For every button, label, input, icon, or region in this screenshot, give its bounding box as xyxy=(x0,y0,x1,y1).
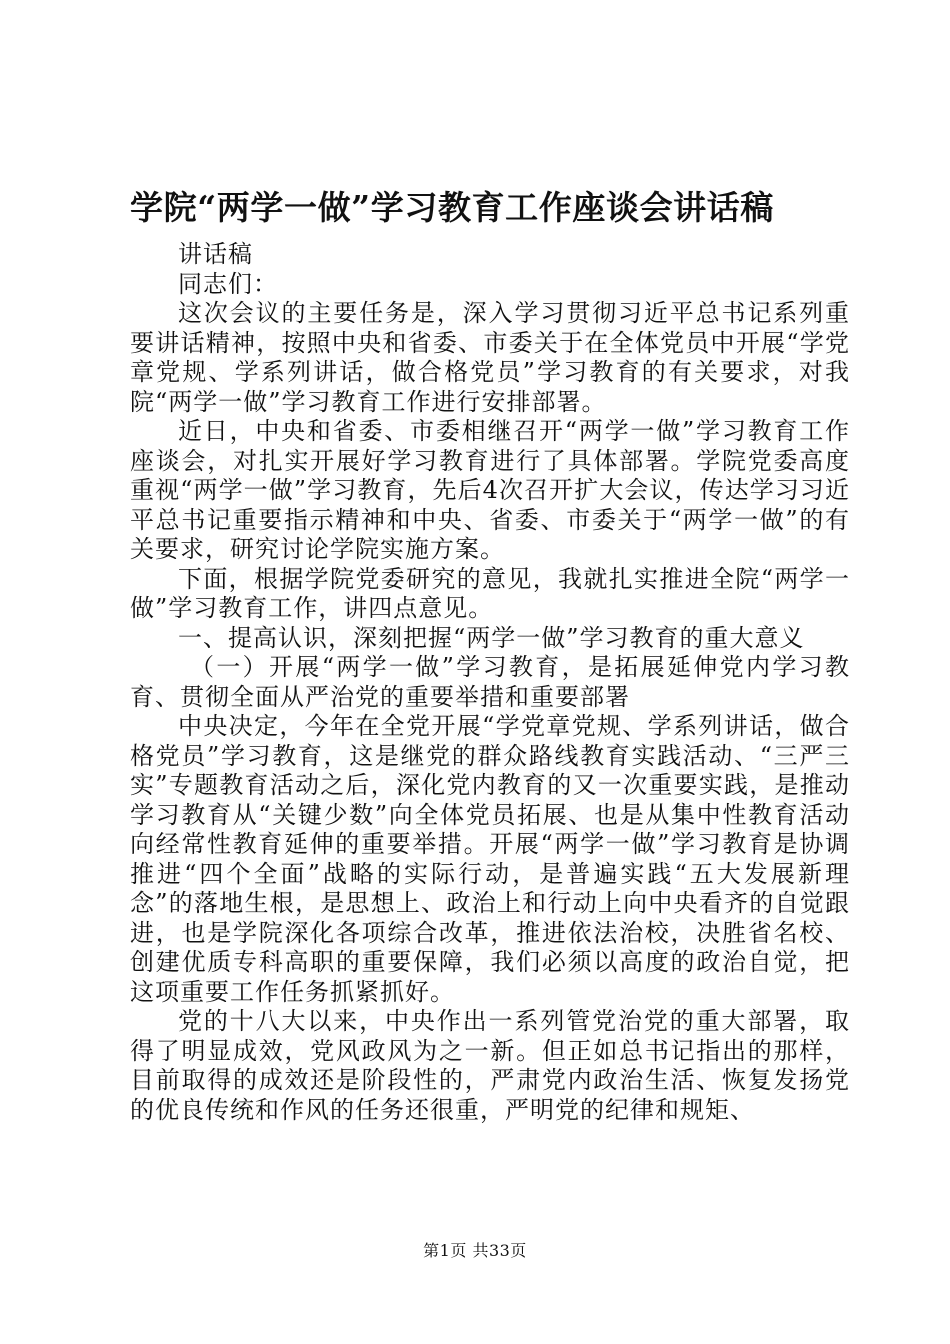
paragraph-since-eighteenth-congress: 党的十八大以来，中央作出一系列管党治党的重大部署，取得了明显成效，党风政风为之一新。但正如总书记指出的那样，目前取得的成效还是阶段性的，严肃党内政治生活、恢复发扬党的优良传统和作风的任务还很重，严明党的纪律和规矩、 xyxy=(130,1007,850,1124)
paragraph-central-decision: 中央决定，今年在全党开展“学党章党规、学系列讲话，做合格党员”学习教育，这是继党的群众路线教育实践活动、“三严三实”专题教育活动之后，深化党内教育的又一次重要实践，是推动学习教育从“关键少数”向全体党员拓展、也是从集中性教育活动向经常性教育延伸的重要举措。开展“两学一做”学习教育是协调推进“四个全面”战略的实际行动，是普遍实践“五大发展新理念”的落地生根，是思想上、政治上和行动上向中央看齐的自觉跟进，也是学院深化各项综合改革，推进依法治校，决胜省名校、创建优质专科高职的重要保障，我们必须以高度的政治自觉，把这项重要工作任务抓紧抓好。 xyxy=(130,712,850,1006)
document-body xyxy=(130,240,850,1125)
paragraph-recent-meetings: 近日，中央和省委、市委相继召开“两学一做”学习教育工作座谈会，对扎实开展好学习教育进行了具体部署。学院党委高度重视“两学一做”学习教育，先后4次召开扩大会议，传达学习习近平总书记重要指示精神和中央、省委、市委关于“两学一做”的有关要求，研究讨论学院实施方案。 xyxy=(130,417,850,563)
subsection-heading-one: （一）开展“两学一做”学习教育，是拓展延伸党内学习教育、贯彻全面从严治党的重要举措和重要部署 xyxy=(130,653,850,711)
paragraph-heading-label: 讲话稿 xyxy=(178,240,253,268)
section-heading-one: 一、提高认识，深刻把握“两学一做”学习教育的重大意义 xyxy=(178,623,805,652)
page-number-footer: 第1页 共33页 xyxy=(423,1241,527,1260)
paragraph-meeting-task: 这次会议的主要任务是，深入学习贯彻习近平总书记系列重要讲话精神，按照中央和省委、市委关于在全体党员中开展“学党章党规、学系列讲话，做合格党员”学习教育的有关要求，对我院“两学一做”学习教育工作进行安排部署。 xyxy=(130,299,850,416)
document-title: 学院“两学一做”学习教育工作座谈会讲话稿 xyxy=(130,188,774,227)
paragraph-four-points: 下面，根据学院党委研究的意见，我就扎实推进全院“两学一做”学习教育工作，讲四点意见。 xyxy=(130,564,850,622)
paragraph-salutation: 同志们： xyxy=(178,269,278,298)
